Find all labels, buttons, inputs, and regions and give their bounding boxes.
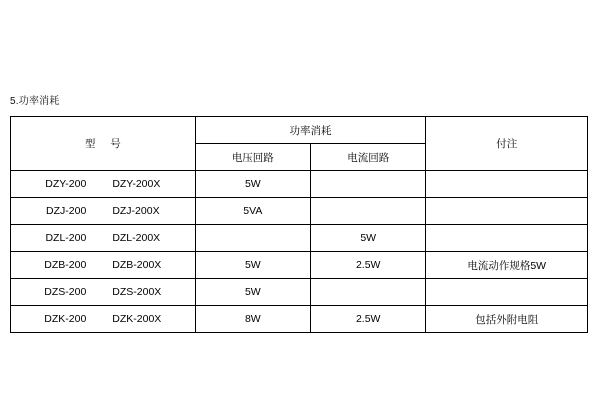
cell-model-a: DZY-200 [45, 178, 87, 190]
table-body [11, 171, 588, 333]
table-row [11, 171, 588, 198]
column-header-current-circuit: 电流回路 [311, 144, 426, 171]
table-row [11, 225, 588, 252]
cell-note [426, 198, 588, 225]
cell-model [11, 198, 196, 225]
cell-current [311, 171, 426, 198]
table-row [11, 252, 588, 279]
column-header-power-consumption: 功率消耗 [195, 117, 426, 144]
power-consumption-table [10, 116, 588, 333]
cell-model-a: DZL-200 [45, 232, 87, 244]
table-row [11, 279, 588, 306]
cell-note: 电流动作规格5W [426, 252, 588, 279]
cell-model [11, 279, 196, 306]
table-header-row-1 [11, 117, 588, 144]
cell-voltage: 5W [195, 279, 310, 306]
cell-current: 2.5W [311, 306, 426, 333]
cell-model [11, 306, 196, 333]
cell-voltage: 8W [195, 306, 310, 333]
cell-model [11, 225, 196, 252]
cell-note [426, 171, 588, 198]
cell-model-a: DZS-200 [44, 286, 87, 298]
table-header [11, 117, 588, 171]
column-header-model-label: 型 号 [84, 138, 127, 150]
cell-current: 5W [311, 225, 426, 252]
column-header-voltage-circuit: 电压回路 [195, 144, 310, 171]
cell-voltage: 5W [195, 171, 310, 198]
cell-voltage [195, 225, 310, 252]
cell-note [426, 225, 588, 252]
cell-model-a: DZJ-200 [46, 205, 87, 217]
cell-model-b: DZS-200X [112, 286, 162, 298]
cell-current [311, 279, 426, 306]
column-header-model [11, 117, 196, 171]
table-row [11, 198, 588, 225]
cell-current [311, 198, 426, 225]
page-title: 5.功率消耗 [10, 96, 60, 107]
cell-note [426, 279, 588, 306]
cell-model-b: DZK-200X [112, 313, 162, 325]
column-header-note: 付注 [426, 117, 588, 171]
cell-model-b: DZY-200X [112, 178, 161, 190]
cell-model-b: DZJ-200X [112, 205, 160, 217]
cell-model-b: DZL-200X [112, 232, 161, 244]
cell-model-a: DZK-200 [44, 313, 87, 325]
cell-model [11, 171, 196, 198]
cell-current: 2.5W [311, 252, 426, 279]
cell-note: 包括外附电阻 [426, 306, 588, 333]
cell-voltage: 5VA [195, 198, 310, 225]
cell-model-a: DZB-200 [44, 259, 87, 271]
cell-model-b: DZB-200X [112, 259, 162, 271]
cell-voltage: 5W [195, 252, 310, 279]
table-row [11, 306, 588, 333]
cell-model [11, 252, 196, 279]
